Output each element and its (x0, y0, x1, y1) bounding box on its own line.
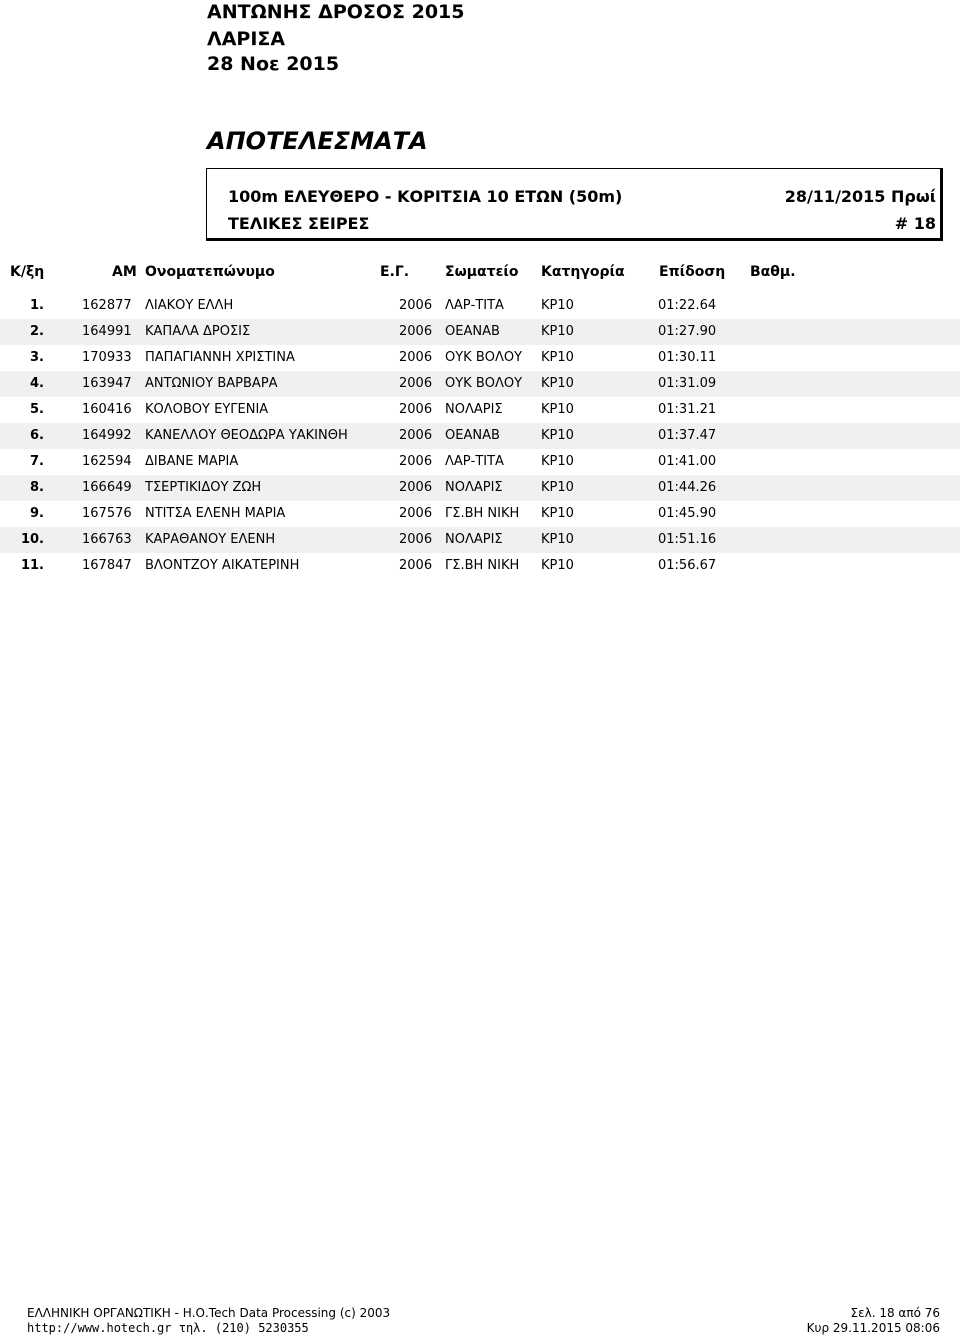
event-number: # 18 (894, 214, 936, 233)
table-row (0, 345, 960, 371)
club-cell: ΟΥΚ ΒΟΛΟΥ (445, 376, 523, 391)
footer-page-number: Σελ. 18 από 76 (850, 1306, 940, 1320)
rank-cell: 10. (20, 532, 44, 547)
am-cell: 170933 (82, 350, 132, 365)
time-cell: 01:31.21 (658, 402, 717, 417)
year-cell: 2006 (399, 532, 433, 547)
year-cell: 2006 (399, 558, 433, 573)
club-cell: ΟΕΑΝΑΒ (445, 324, 500, 339)
club-cell: ΓΣ.ΒΗ ΝΙΚΗ (445, 558, 520, 573)
results-table (0, 293, 960, 579)
am-cell: 160416 (82, 402, 132, 417)
year-cell: 2006 (399, 506, 433, 521)
name-cell: ΛΙΑΚΟΥ ΕΛΛΗ (145, 298, 234, 313)
year-cell: 2006 (399, 480, 433, 495)
time-cell: 01:41.00 (658, 454, 717, 469)
rank-cell: 7. (30, 454, 44, 469)
meet-title: ΑΝΤΩΝΗΣ ΔΡΟΣΟΣ 2015 (207, 1, 465, 23)
column-header-category: Κατηγορία (541, 264, 625, 280)
table-row (0, 449, 960, 475)
time-cell: 01:45.90 (658, 506, 717, 521)
event-name: 100m ΕΛΕΥΘΕΡΟ - ΚΟΡΙΤΣΙΑ 10 ΕΤΩΝ (50m) (228, 187, 623, 206)
category-cell: ΚΡ10 (541, 506, 574, 521)
am-cell: 162877 (82, 298, 132, 313)
column-header-points: Βαθμ. (750, 264, 796, 280)
rank-cell: 9. (30, 506, 44, 521)
am-cell: 164991 (82, 324, 132, 339)
year-cell: 2006 (399, 324, 433, 339)
category-cell: ΚΡ10 (541, 376, 574, 391)
event-info-box (206, 168, 943, 241)
name-cell: ΒΛΟΝΤΖΟΥ ΑΙΚΑΤΕΡΙΝΗ (145, 558, 300, 573)
table-row (0, 371, 960, 397)
am-cell: 166649 (82, 480, 132, 495)
club-cell: ΛΑΡ-ΤΙΤΑ (445, 454, 504, 469)
category-cell: ΚΡ10 (541, 324, 574, 339)
table-row (0, 527, 960, 553)
table-row (0, 501, 960, 527)
am-cell: 164992 (82, 428, 132, 443)
name-cell: ΚΟΛΟΒΟΥ ΕΥΓΕΝΙΑ (145, 402, 269, 417)
rank-cell: 2. (30, 324, 44, 339)
column-header-club: Σωματείο (445, 264, 519, 280)
time-cell: 01:31.09 (658, 376, 717, 391)
am-cell: 162594 (82, 454, 132, 469)
rank-cell: 4. (30, 376, 44, 391)
event-stage: ΤΕΛΙΚΕΣ ΣΕΙΡΕΣ (228, 214, 370, 233)
table-row (0, 423, 960, 449)
category-cell: ΚΡ10 (541, 454, 574, 469)
name-cell: ΤΣΕΡΤΙΚΙΔΟΥ ΖΩΗ (145, 480, 262, 495)
time-cell: 01:37.47 (658, 428, 717, 443)
club-cell: ΝΟΛΑΡΙΣ (445, 402, 503, 417)
category-cell: ΚΡ10 (541, 402, 574, 417)
category-cell: ΚΡ10 (541, 532, 574, 547)
time-cell: 01:56.67 (658, 558, 717, 573)
column-header-year: Ε.Γ. (380, 264, 410, 280)
column-header-time: Επίδοση (659, 264, 726, 280)
time-cell: 01:22.64 (658, 298, 717, 313)
category-cell: ΚΡ10 (541, 480, 574, 495)
name-cell: ΠΑΠΑΓΙΑΝΝΗ ΧΡΙΣΤΙΝΑ (145, 350, 295, 365)
time-cell: 01:44.26 (658, 480, 717, 495)
category-cell: ΚΡ10 (541, 350, 574, 365)
footer-company: ΕΛΛΗΝΙΚΗ ΟΡΓΑΝΩΤΙΚΗ - Η.Ο.Tech Data Processing (c) 2003 (27, 1306, 391, 1320)
name-cell: ΔΙΒΑΝΕ ΜΑΡΙΑ (145, 454, 239, 469)
rank-cell: 5. (30, 402, 44, 417)
year-cell: 2006 (399, 298, 433, 313)
name-cell: ΑΝΤΩΝΙΟΥ ΒΑΡΒΑΡΑ (145, 376, 278, 391)
club-cell: ΟΥΚ ΒΟΛΟΥ (445, 350, 523, 365)
am-cell: 167847 (82, 558, 132, 573)
rank-cell: 1. (30, 298, 44, 313)
category-cell: ΚΡ10 (541, 558, 574, 573)
table-row (0, 553, 960, 579)
results-heading: ΑΠΟΤΕΛΕΣΜΑΤΑ (207, 127, 428, 155)
club-cell: ΝΟΛΑΡΙΣ (445, 480, 503, 495)
column-header-name: Ονοματεπώνυμο (145, 264, 275, 280)
time-cell: 01:51.16 (658, 532, 717, 547)
year-cell: 2006 (399, 428, 433, 443)
club-cell: ΝΟΛΑΡΙΣ (445, 532, 503, 547)
category-cell: ΚΡ10 (541, 428, 574, 443)
rank-cell: 8. (30, 480, 44, 495)
rank-cell: 6. (30, 428, 44, 443)
table-row (0, 397, 960, 423)
table-row (0, 319, 960, 345)
footer-print-timestamp: Κυρ 29.11.2015 08:06 (806, 1321, 940, 1335)
name-cell: ΚΑΠΑΛΑ ΔΡΟΣΙΣ (145, 324, 251, 339)
name-cell: ΚΑΝΕΛΛΟΥ ΘΕΟΔΩΡΑ ΥΑΚΙΝΘΗ (145, 428, 348, 443)
meet-city: ΛΑΡΙΣΑ (207, 28, 286, 50)
time-cell: 01:30.11 (658, 350, 717, 365)
footer-contact: http://www.hotech.gr τηλ. (210) 5230355 (27, 1321, 309, 1335)
time-cell: 01:27.90 (658, 324, 717, 339)
table-row (0, 293, 960, 319)
am-cell: 166763 (82, 532, 132, 547)
am-cell: 163947 (82, 376, 132, 391)
year-cell: 2006 (399, 350, 433, 365)
club-cell: ΛΑΡ-ΤΙΤΑ (445, 298, 504, 313)
club-cell: ΓΣ.ΒΗ ΝΙΚΗ (445, 506, 520, 521)
name-cell: ΝΤΙΤΣΑ ΕΛΕΝΗ ΜΑΡΙΑ (145, 506, 286, 521)
rank-cell: 11. (20, 558, 44, 573)
name-cell: ΚΑΡΑΘΑΝΟΥ ΕΛΕΝΗ (145, 532, 276, 547)
year-cell: 2006 (399, 454, 433, 469)
club-cell: ΟΕΑΝΑΒ (445, 428, 500, 443)
year-cell: 2006 (399, 376, 433, 391)
rank-cell: 3. (30, 350, 44, 365)
column-header-rank: Κ/ξη (10, 264, 45, 280)
am-cell: 167576 (82, 506, 132, 521)
event-datetime: 28/11/2015 Πρωί (784, 187, 936, 206)
year-cell: 2006 (399, 402, 433, 417)
category-cell: ΚΡ10 (541, 298, 574, 313)
meet-date: 28 Νοε 2015 (207, 53, 340, 75)
table-row (0, 475, 960, 501)
column-header-am: ΑΜ (112, 264, 137, 280)
